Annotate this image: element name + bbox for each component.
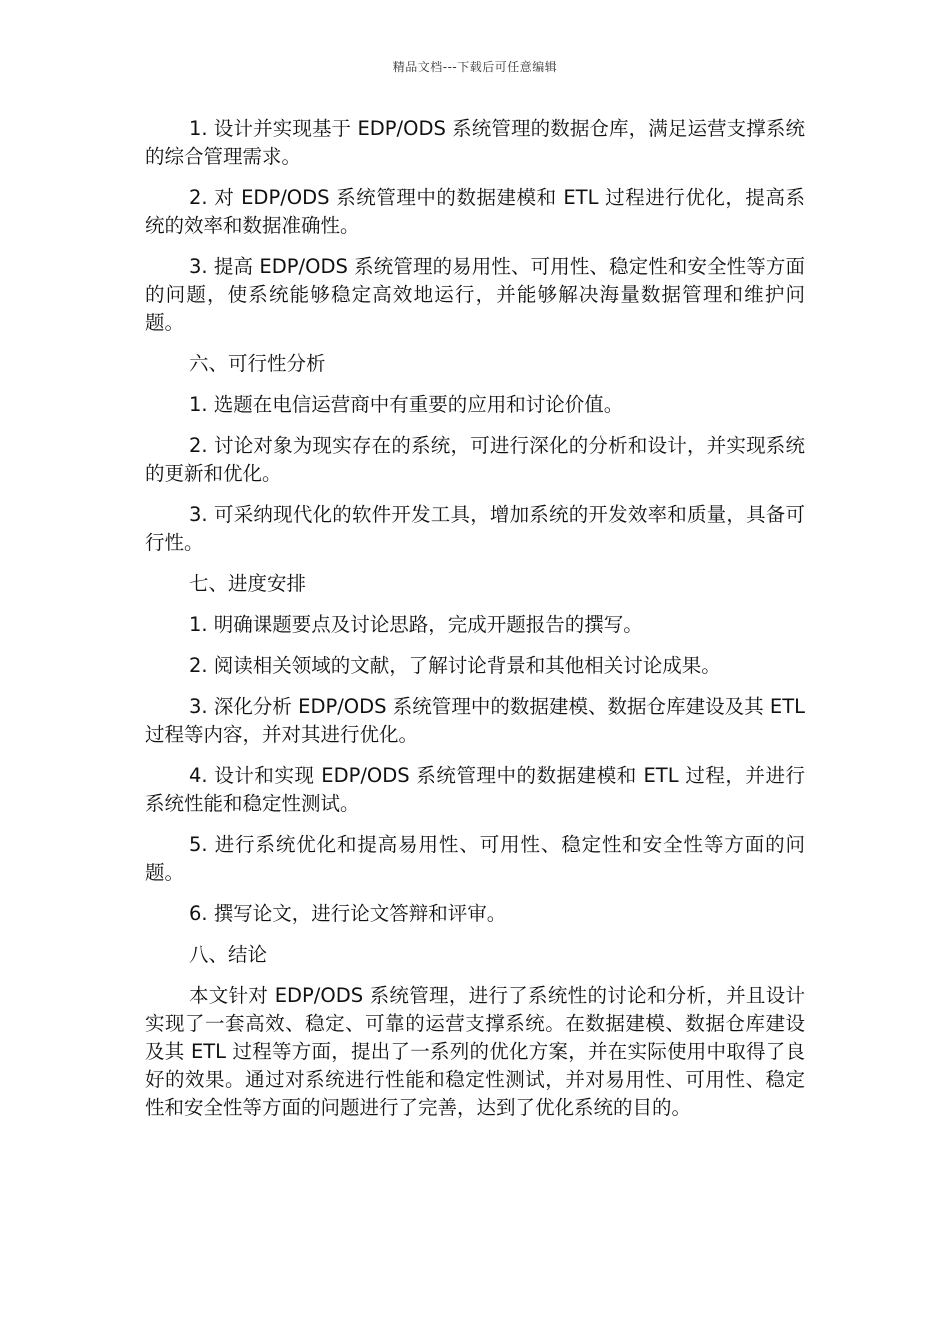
page-header-watermark: 精品文档---下载后可任意编辑 xyxy=(392,60,558,74)
paragraph-feasibility-2: 2. 讨论对象为现实存在的系统，可进行深化的分析和设计，并实现系统的更新和优化。 xyxy=(145,434,805,485)
paragraph-schedule-3: 3. 深化分析 EDP/ODS 系统管理中的数据建模、数据仓库建设及其 ETL 过程等内容，并对其进行优化。 xyxy=(145,695,805,746)
document-body xyxy=(145,115,805,1135)
section-heading-conclusion: 八、结论 xyxy=(189,943,268,966)
paragraph-goal-2: 2. 对 EDP/ODS 系统管理中的数据建模和 ETL 过程进行优化，提高系统的效率和数据准确性。 xyxy=(145,186,805,237)
paragraph-schedule-5: 5. 进行系统优化和提高易用性、可用性、稳定性和安全性等方面的问题。 xyxy=(145,833,805,884)
paragraph-feasibility-1: 1. 选题在电信运营商中有重要的应用和讨论价值。 xyxy=(189,393,624,416)
section-heading-schedule: 七、进度安排 xyxy=(189,572,307,595)
paragraph-goal-3: 3. 提高 EDP/ODS 系统管理的易用性、可用性、稳定性和安全性等方面的问题，使系统能够稳定高效地运行，并能够解决海量数据管理和维护问题。 xyxy=(145,255,805,334)
paragraph-conclusion: 本文针对 EDP/ODS 系统管理，进行了系统性的讨论和分析，并且设计实现了一套高效、稳定、可靠的运营支撑系统。在数据建模、数据仓库建设及其 ETL 过程等方面，提出了一系列的优化方案，并在实际使用中取得了良好的效果。通过对系统进行性能和稳定性测试，并对易用性、可用性、稳定性和安全性等方面的问题进行了完善，达到了优化系统的目的。 xyxy=(145,984,805,1119)
section-heading-feasibility: 六、可行性分析 xyxy=(189,352,326,375)
paragraph-schedule-4: 4. 设计和实现 EDP/ODS 系统管理中的数据建模和 ETL 过程，并进行系统性能和稳定性测试。 xyxy=(145,764,805,815)
paragraph-schedule-2: 2. 阅读相关领域的文献，了解讨论背景和其他相关讨论成果。 xyxy=(189,654,721,677)
paragraph-schedule-1: 1. 明确课题要点及讨论思路，完成开题报告的撰写。 xyxy=(189,613,643,636)
paragraph-feasibility-3: 3. 可采纳现代化的软件开发工具，增加系统的开发效率和质量，具备可行性。 xyxy=(145,503,805,554)
paragraph-goal-1: 1. 设计并实现基于 EDP/ODS 系统管理的数据仓库，满足运营支撑系统的综合管理需求。 xyxy=(145,117,805,168)
paragraph-schedule-6: 6. 撰写论文，进行论文答辩和评审。 xyxy=(189,902,507,925)
